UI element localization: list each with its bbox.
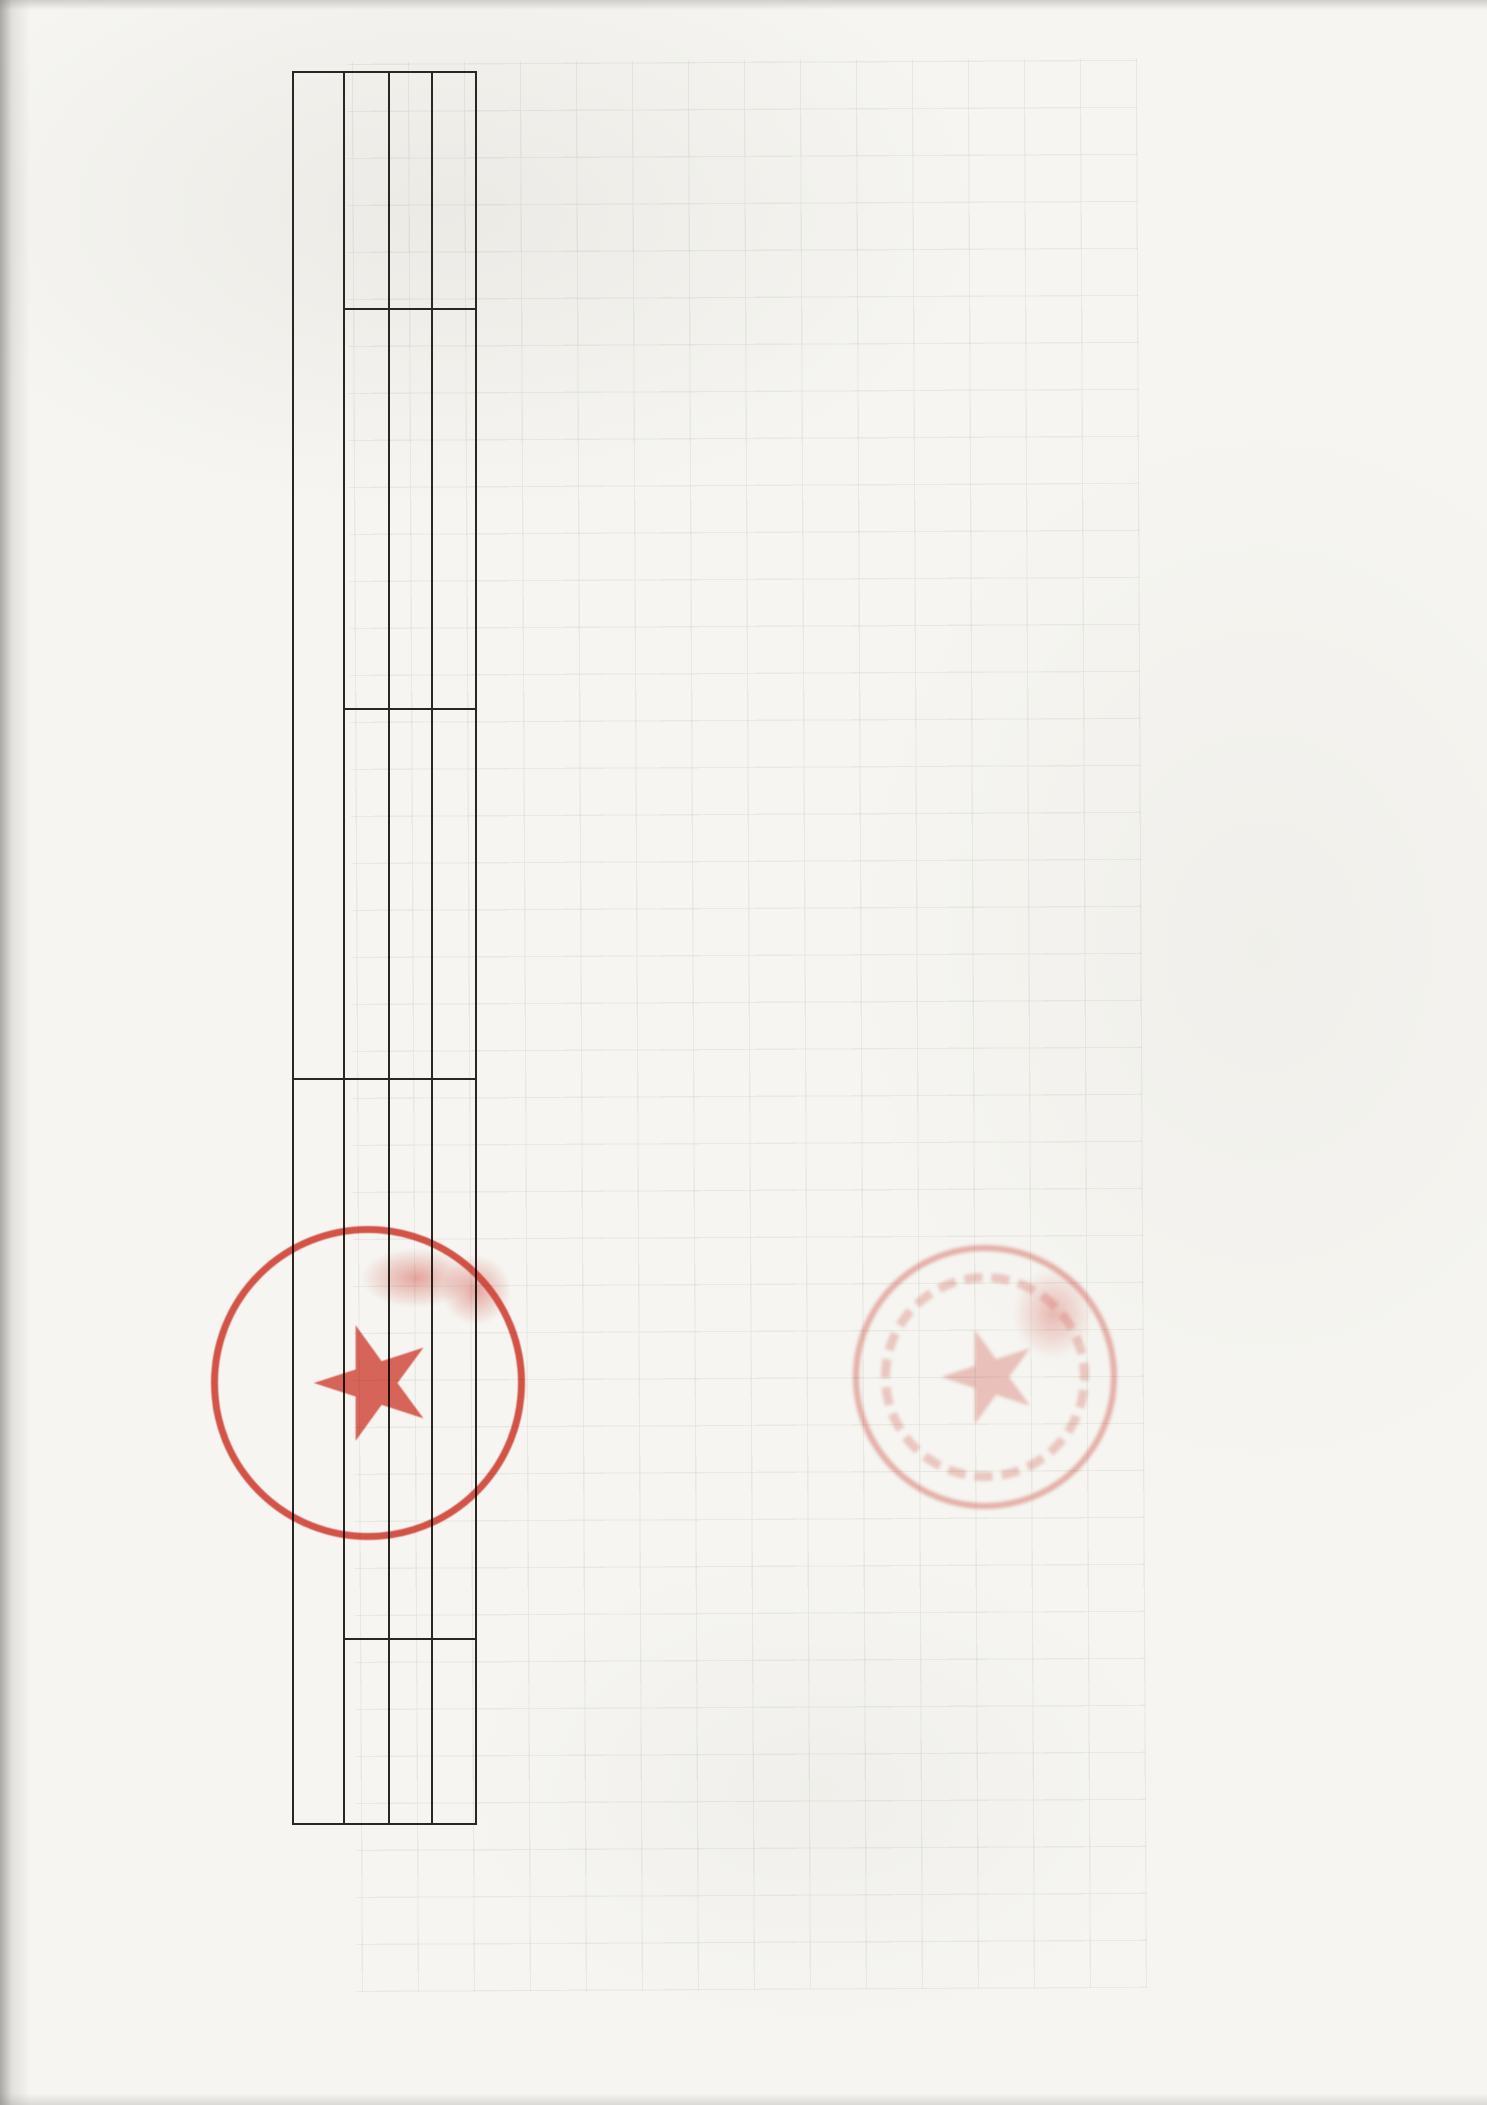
table-header-row-1: [293, 72, 344, 1824]
cell-index-3: [389, 72, 432, 309]
header-year-budget: [293, 72, 344, 1079]
budget-expenditure-table: [292, 71, 477, 1825]
cell-empty: [432, 72, 476, 309]
cell-empty: [432, 1639, 476, 1824]
table-header-row-2: [344, 72, 389, 1824]
official-seal-bottom: [853, 1245, 1117, 1509]
cell-code-redacted: [389, 1639, 432, 1824]
seal-star-icon: [937, 1329, 1033, 1425]
scanner-edge-shadow-bottom: [0, 2093, 1487, 2105]
table-index-row: [389, 72, 432, 1824]
header-subject-code: [344, 1639, 389, 1824]
scanner-edge-shadow-left: [0, 0, 30, 2105]
seal-star-icon: [309, 1324, 427, 1442]
seal-smear: [1013, 1269, 1093, 1359]
official-seal-top: [211, 1226, 525, 1540]
seal-smear: [441, 1255, 511, 1325]
header-project-expenditure: [344, 72, 389, 309]
cell-index-1: [389, 709, 432, 1079]
table-empty-row: [432, 72, 476, 1824]
cell-index-2: [389, 309, 432, 709]
header-basic-expenditure: [344, 309, 389, 709]
qr-code: [830, 2010, 904, 2084]
header-total: [344, 709, 389, 1079]
cell-empty: [432, 309, 476, 709]
scanner-edge-shadow-top: [0, 0, 1487, 10]
cell-empty: [432, 709, 476, 1079]
